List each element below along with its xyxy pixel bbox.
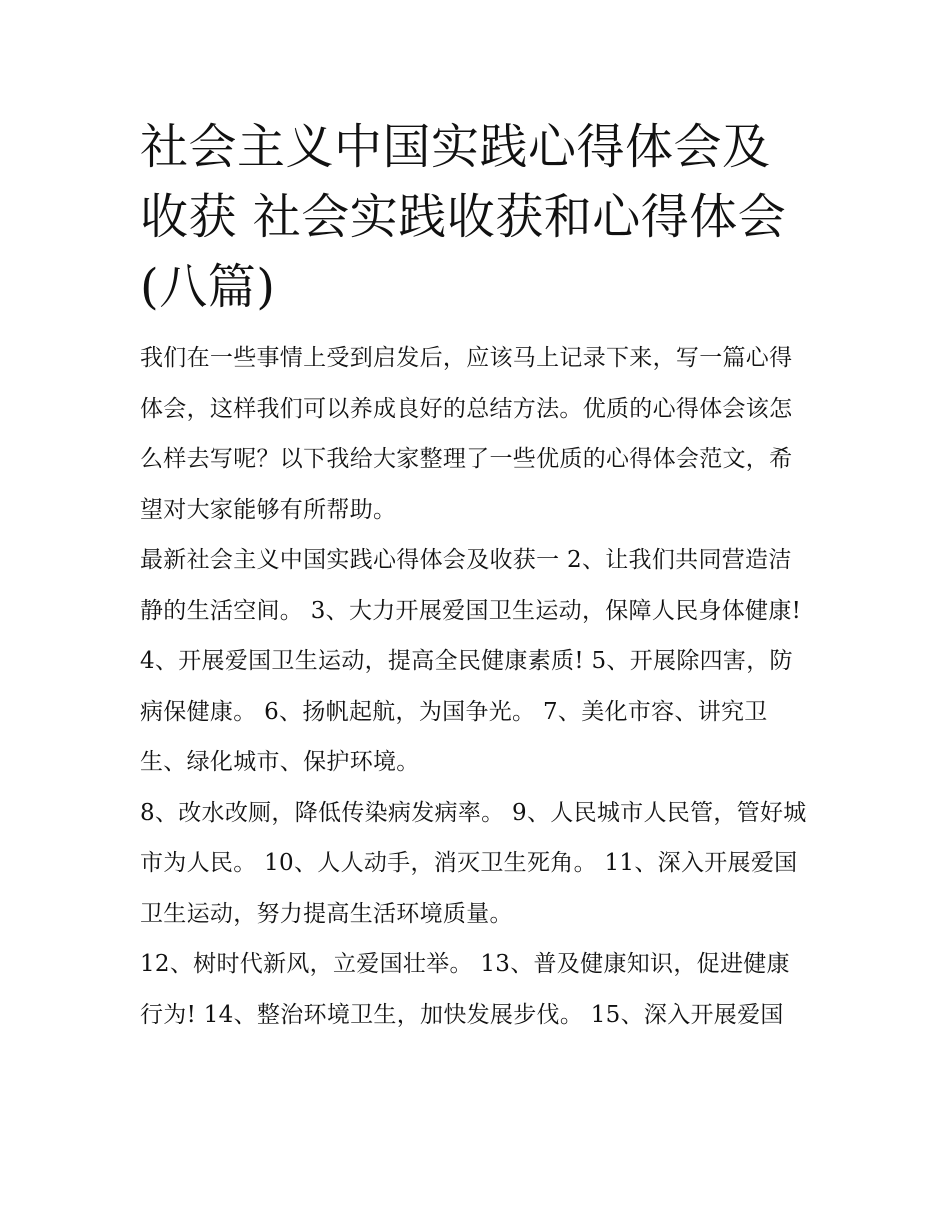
paragraph-slogans-3: 8、改水改厕，降低传染病发病率。 9、人民城市人民管，管好城市为人民。 10、人人动手，消灭卫生死角。 11、深入开展爱国卫生运动，努力提高生活环境质量。	[140, 799, 807, 927]
document-title: 社会主义中国实践心得体会及收获 社会实践收获和心得体会(八篇)	[140, 119, 787, 315]
paragraph-intro: 我们在一些事情上受到启发后，应该马上记录下来，写一篇心得体会，这样我们可以养成良好的总结方法。优质的心得体会该怎么样去写呢？以下我给大家整理了一些优质的心得体会范文，希望对大家能够有所帮助。	[140, 345, 793, 523]
paragraph-slogans-1: 最新社会主义中国实践心得体会及收获一 2、让我们共同营造洁静的生活空间。 3、大力开展爱国卫生运动，保障人民身体健康!	[140, 547, 802, 624]
paragraph-slogans-2: 4、开展爱国卫生运动，提高全民健康素质! 5、开展除四害，防病保健康。 6、扬帆起航，为国争光。 7、美化市容、讲究卫生、绿化城市、保护环境。	[140, 648, 793, 775]
document-page	[140, 112, 812, 1040]
paragraph-slogans-4: 12、树时代新风，立爱国壮举。 13、普及健康知识，促进健康行为! 14、整治环境卫生，加快发展步伐。 15、深入开展爱国	[140, 951, 790, 1028]
